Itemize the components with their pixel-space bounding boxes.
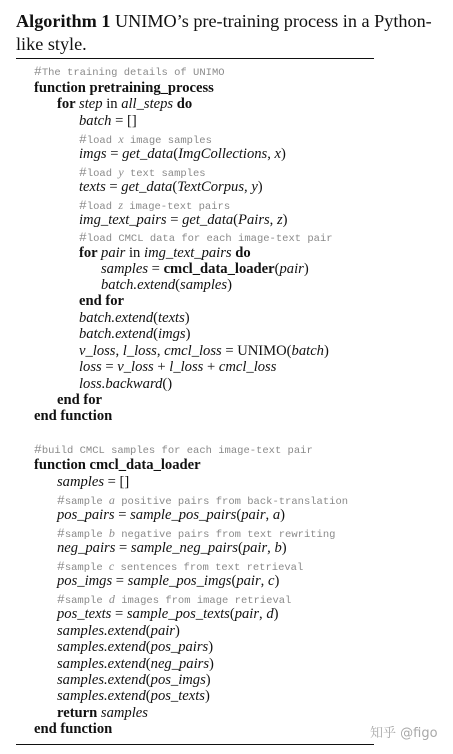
code-token: sample_pos_texts: [126, 606, 230, 622]
comment-hash: #: [79, 132, 87, 147]
code-line: [57, 705, 148, 722]
code-token: (: [145, 623, 151, 639]
code-token: get_data: [121, 179, 173, 195]
code-token: end function: [34, 408, 113, 424]
code-token: ,: [260, 573, 268, 589]
code-line: [34, 80, 214, 97]
code-token: negative pairs from text rewriting: [114, 529, 336, 541]
code-token: pos_pairs: [150, 639, 209, 655]
code-token: pair: [150, 623, 175, 639]
code-token: l_loss: [169, 359, 204, 375]
code-token: samples.extend: [57, 639, 146, 655]
code-token: sentences from text retrieval: [114, 562, 304, 574]
code-token: samples: [180, 277, 228, 293]
code-token: pretraining_process: [89, 80, 214, 96]
code-line: [57, 474, 129, 491]
code-token: ): [323, 343, 329, 359]
code-token: end for: [57, 392, 102, 408]
code-token: text samples: [123, 168, 206, 180]
code-comment: [34, 64, 225, 82]
code-token: step: [79, 96, 103, 112]
code-token: neg_pairs: [150, 656, 210, 672]
code-token: ,: [244, 179, 252, 195]
code-line: [79, 113, 137, 130]
code-token: (): [162, 376, 173, 392]
code-token: samples: [100, 705, 148, 721]
code-line: [57, 392, 102, 409]
code-token: b: [108, 526, 115, 540]
code-token: ): [303, 261, 309, 277]
code-token: y: [118, 165, 124, 179]
code-token: images from image retrieval: [114, 595, 292, 607]
code-token: batch.extend: [79, 310, 154, 326]
code-line: [79, 179, 263, 196]
code-token: samples: [101, 261, 149, 277]
code-token: for: [57, 96, 80, 112]
code-token: ,: [156, 343, 165, 359]
code-token: get_data: [182, 212, 234, 228]
code-token: img_text_pairs: [79, 212, 167, 228]
code-token: ): [204, 688, 210, 704]
code-line: [101, 277, 232, 294]
code-token: = []: [111, 113, 137, 129]
code-token: ): [282, 212, 288, 228]
code-token: batch: [79, 113, 112, 129]
code-token: (: [145, 639, 151, 655]
code-token: ): [274, 573, 280, 589]
code-token: d: [108, 592, 115, 606]
code-line: [79, 376, 172, 393]
code-token: image samples: [123, 135, 212, 147]
code-line: [79, 310, 190, 327]
code-line: [79, 359, 276, 376]
code-token: ,: [267, 146, 275, 162]
code-token: pair: [234, 606, 260, 622]
code-line: [57, 623, 180, 640]
code-line: [57, 540, 287, 557]
code-token: pair: [279, 261, 304, 277]
code-token: =: [148, 261, 164, 277]
code-line: [34, 408, 112, 425]
code-token: ,: [269, 212, 277, 228]
comment-hash: #: [34, 64, 42, 79]
code-token: =: [101, 359, 118, 375]
code-line: [79, 212, 288, 229]
code-line: [34, 721, 112, 738]
code-token: =: [112, 573, 128, 589]
code-token: end for: [79, 293, 124, 309]
code-token: =: [111, 606, 127, 622]
code-token: positive pairs from back-translation: [114, 496, 349, 508]
code-line: [57, 688, 210, 705]
code-token: (: [153, 326, 159, 342]
code-line: [57, 573, 279, 590]
comment-hash: #: [57, 526, 65, 541]
code-token: +: [153, 359, 170, 375]
code-token: img_text_pairs: [144, 245, 232, 261]
watermark: 知乎 @figo: [370, 726, 438, 741]
code-line: [79, 245, 251, 262]
code-token: cmcl_loss: [218, 359, 277, 375]
code-token: c: [267, 573, 275, 589]
code-token: texts: [79, 179, 106, 195]
comment-hash: #: [57, 592, 65, 607]
comment-hash: #: [34, 442, 42, 457]
code-token: ): [205, 672, 211, 688]
code-line: [34, 457, 201, 474]
comment-hash: #: [79, 230, 87, 245]
code-token: =: [106, 146, 123, 162]
code-line: [79, 293, 124, 310]
code-token: = []: [104, 474, 130, 490]
code-token: for: [79, 245, 102, 261]
code-token: v_loss: [79, 343, 116, 359]
code-token: +: [203, 359, 219, 375]
code-token: pos_imgs: [150, 672, 206, 688]
code-token: samples.extend: [57, 688, 146, 704]
code-token: ): [185, 326, 191, 342]
code-token: =: [166, 212, 183, 228]
comment-hash: #: [79, 165, 87, 180]
code-token: batch.extend: [101, 277, 176, 293]
code-token: sample_pos_imgs: [127, 573, 232, 589]
code-token: end function: [34, 721, 113, 737]
code-token: pos_pairs: [57, 507, 115, 523]
code-token: neg_pairs: [57, 540, 116, 556]
code-token: ,: [265, 507, 273, 523]
code-token: TextCorpus: [177, 179, 245, 195]
code-token: samples.extend: [57, 623, 146, 639]
code-token: load: [86, 135, 119, 147]
code-token: b: [274, 540, 282, 556]
code-token: pair: [241, 507, 266, 523]
code-token: = UNIMO(: [221, 343, 292, 359]
code-token: y: [251, 179, 258, 195]
code-token: load: [86, 168, 119, 180]
code-token: ): [280, 507, 285, 523]
code-token: (: [145, 672, 151, 688]
code-token: ): [281, 540, 287, 556]
code-token: ): [227, 277, 232, 293]
code-token: (: [153, 310, 159, 326]
code-token: cmcl_data_loader: [163, 261, 275, 277]
code-token: sample: [64, 529, 109, 541]
comment-hash: #: [57, 493, 65, 508]
code-token: (: [173, 146, 179, 162]
code-token: pos_texts: [57, 606, 112, 622]
code-token: ): [273, 606, 279, 622]
code-token: pos_imgs: [57, 573, 113, 589]
code-line: [57, 639, 213, 656]
code-token: samples: [57, 474, 105, 490]
code-token: function: [34, 80, 90, 96]
code-token: (: [229, 606, 235, 622]
code-token: get_data: [122, 146, 174, 162]
code-token: =: [115, 540, 131, 556]
code-token: d: [266, 606, 274, 622]
code-token: load CMCL data for each image-text pair: [86, 233, 333, 245]
code-token: sample: [64, 496, 109, 508]
code-token: x: [118, 132, 124, 146]
code-line: [57, 507, 285, 524]
code-token: (: [236, 507, 242, 523]
code-token: imgs: [158, 326, 186, 342]
code-line: [79, 343, 329, 360]
code-token: batch.extend: [79, 326, 154, 342]
code-token: l_loss: [122, 343, 157, 359]
comment-hash: #: [57, 559, 65, 574]
code-token: a: [108, 493, 115, 507]
code-token: ,: [115, 343, 123, 359]
code-token: function: [34, 457, 90, 473]
code-token: ImgCollections: [178, 146, 268, 162]
code-token: ): [208, 639, 214, 655]
code-token: ): [184, 310, 190, 326]
code-token: in: [102, 96, 122, 112]
algorithm-title: UNIMO’s pre-training process in a Python-like style.: [16, 11, 432, 54]
code-token: sample_neg_pairs: [130, 540, 238, 556]
code-token: c: [108, 559, 115, 573]
code-token: sample: [64, 595, 109, 607]
code-token: ): [174, 623, 180, 639]
code-token: sample: [64, 562, 109, 574]
code-token: z: [118, 198, 123, 212]
code-token: do: [231, 245, 251, 261]
code-token: v_loss: [117, 359, 154, 375]
code-line: [57, 606, 279, 623]
code-token: a: [272, 507, 281, 523]
code-token: x: [274, 146, 282, 162]
code-token: (: [145, 656, 151, 672]
code-token: pair: [242, 540, 268, 556]
code-token: loss.backward: [79, 376, 163, 392]
code-token: all_steps: [121, 96, 174, 112]
code-token: cmcl_loss: [164, 343, 222, 359]
code-token: Pairs: [238, 212, 270, 228]
code-token: (: [233, 212, 239, 228]
code-token: in: [125, 245, 145, 261]
code-token: samples.extend: [57, 656, 146, 672]
code-token: ,: [259, 606, 267, 622]
algorithm-caption: [16, 10, 441, 56]
code-token: ): [209, 656, 214, 672]
code-token: do: [173, 96, 193, 112]
top-rule: [16, 58, 374, 59]
bottom-rule: [16, 744, 374, 745]
code-token: =: [114, 507, 131, 523]
code-line: [79, 146, 286, 163]
code-line: [57, 96, 192, 113]
algorithm-label: Algorithm 1: [16, 11, 111, 31]
code-line: [57, 672, 211, 689]
code-token: (: [274, 261, 280, 277]
code-token: ): [281, 146, 286, 162]
code-token: (: [237, 540, 243, 556]
code-line: [79, 326, 190, 343]
code-token: (: [231, 573, 237, 589]
code-token: The training details of UNIMO: [41, 67, 225, 79]
code-token: build CMCL samples for each image-text pair: [41, 445, 313, 457]
code-token: load: [86, 201, 119, 213]
code-token: return: [57, 705, 101, 721]
code-token: sample_pos_pairs: [130, 507, 237, 523]
code-token: pair: [236, 573, 261, 589]
code-token: cmcl_data_loader: [89, 457, 201, 473]
code-token: texts: [158, 310, 185, 326]
code-token: imgs: [79, 146, 107, 162]
code-token: image-text pairs: [123, 201, 231, 213]
code-token: z: [276, 212, 283, 228]
code-token: ,: [267, 540, 275, 556]
code-token: samples.extend: [57, 672, 146, 688]
code-line: [101, 261, 309, 278]
code-token: =: [105, 179, 122, 195]
code-token: loss: [79, 359, 102, 375]
comment-hash: #: [79, 198, 87, 213]
code-token: batch: [291, 343, 324, 359]
code-token: (: [175, 277, 181, 293]
code-token: ): [257, 179, 263, 195]
code-token: pair: [101, 245, 126, 261]
code-line: [57, 656, 214, 673]
code-token: (: [145, 688, 151, 704]
code-token: pos_texts: [150, 688, 205, 704]
code-token: (: [172, 179, 178, 195]
